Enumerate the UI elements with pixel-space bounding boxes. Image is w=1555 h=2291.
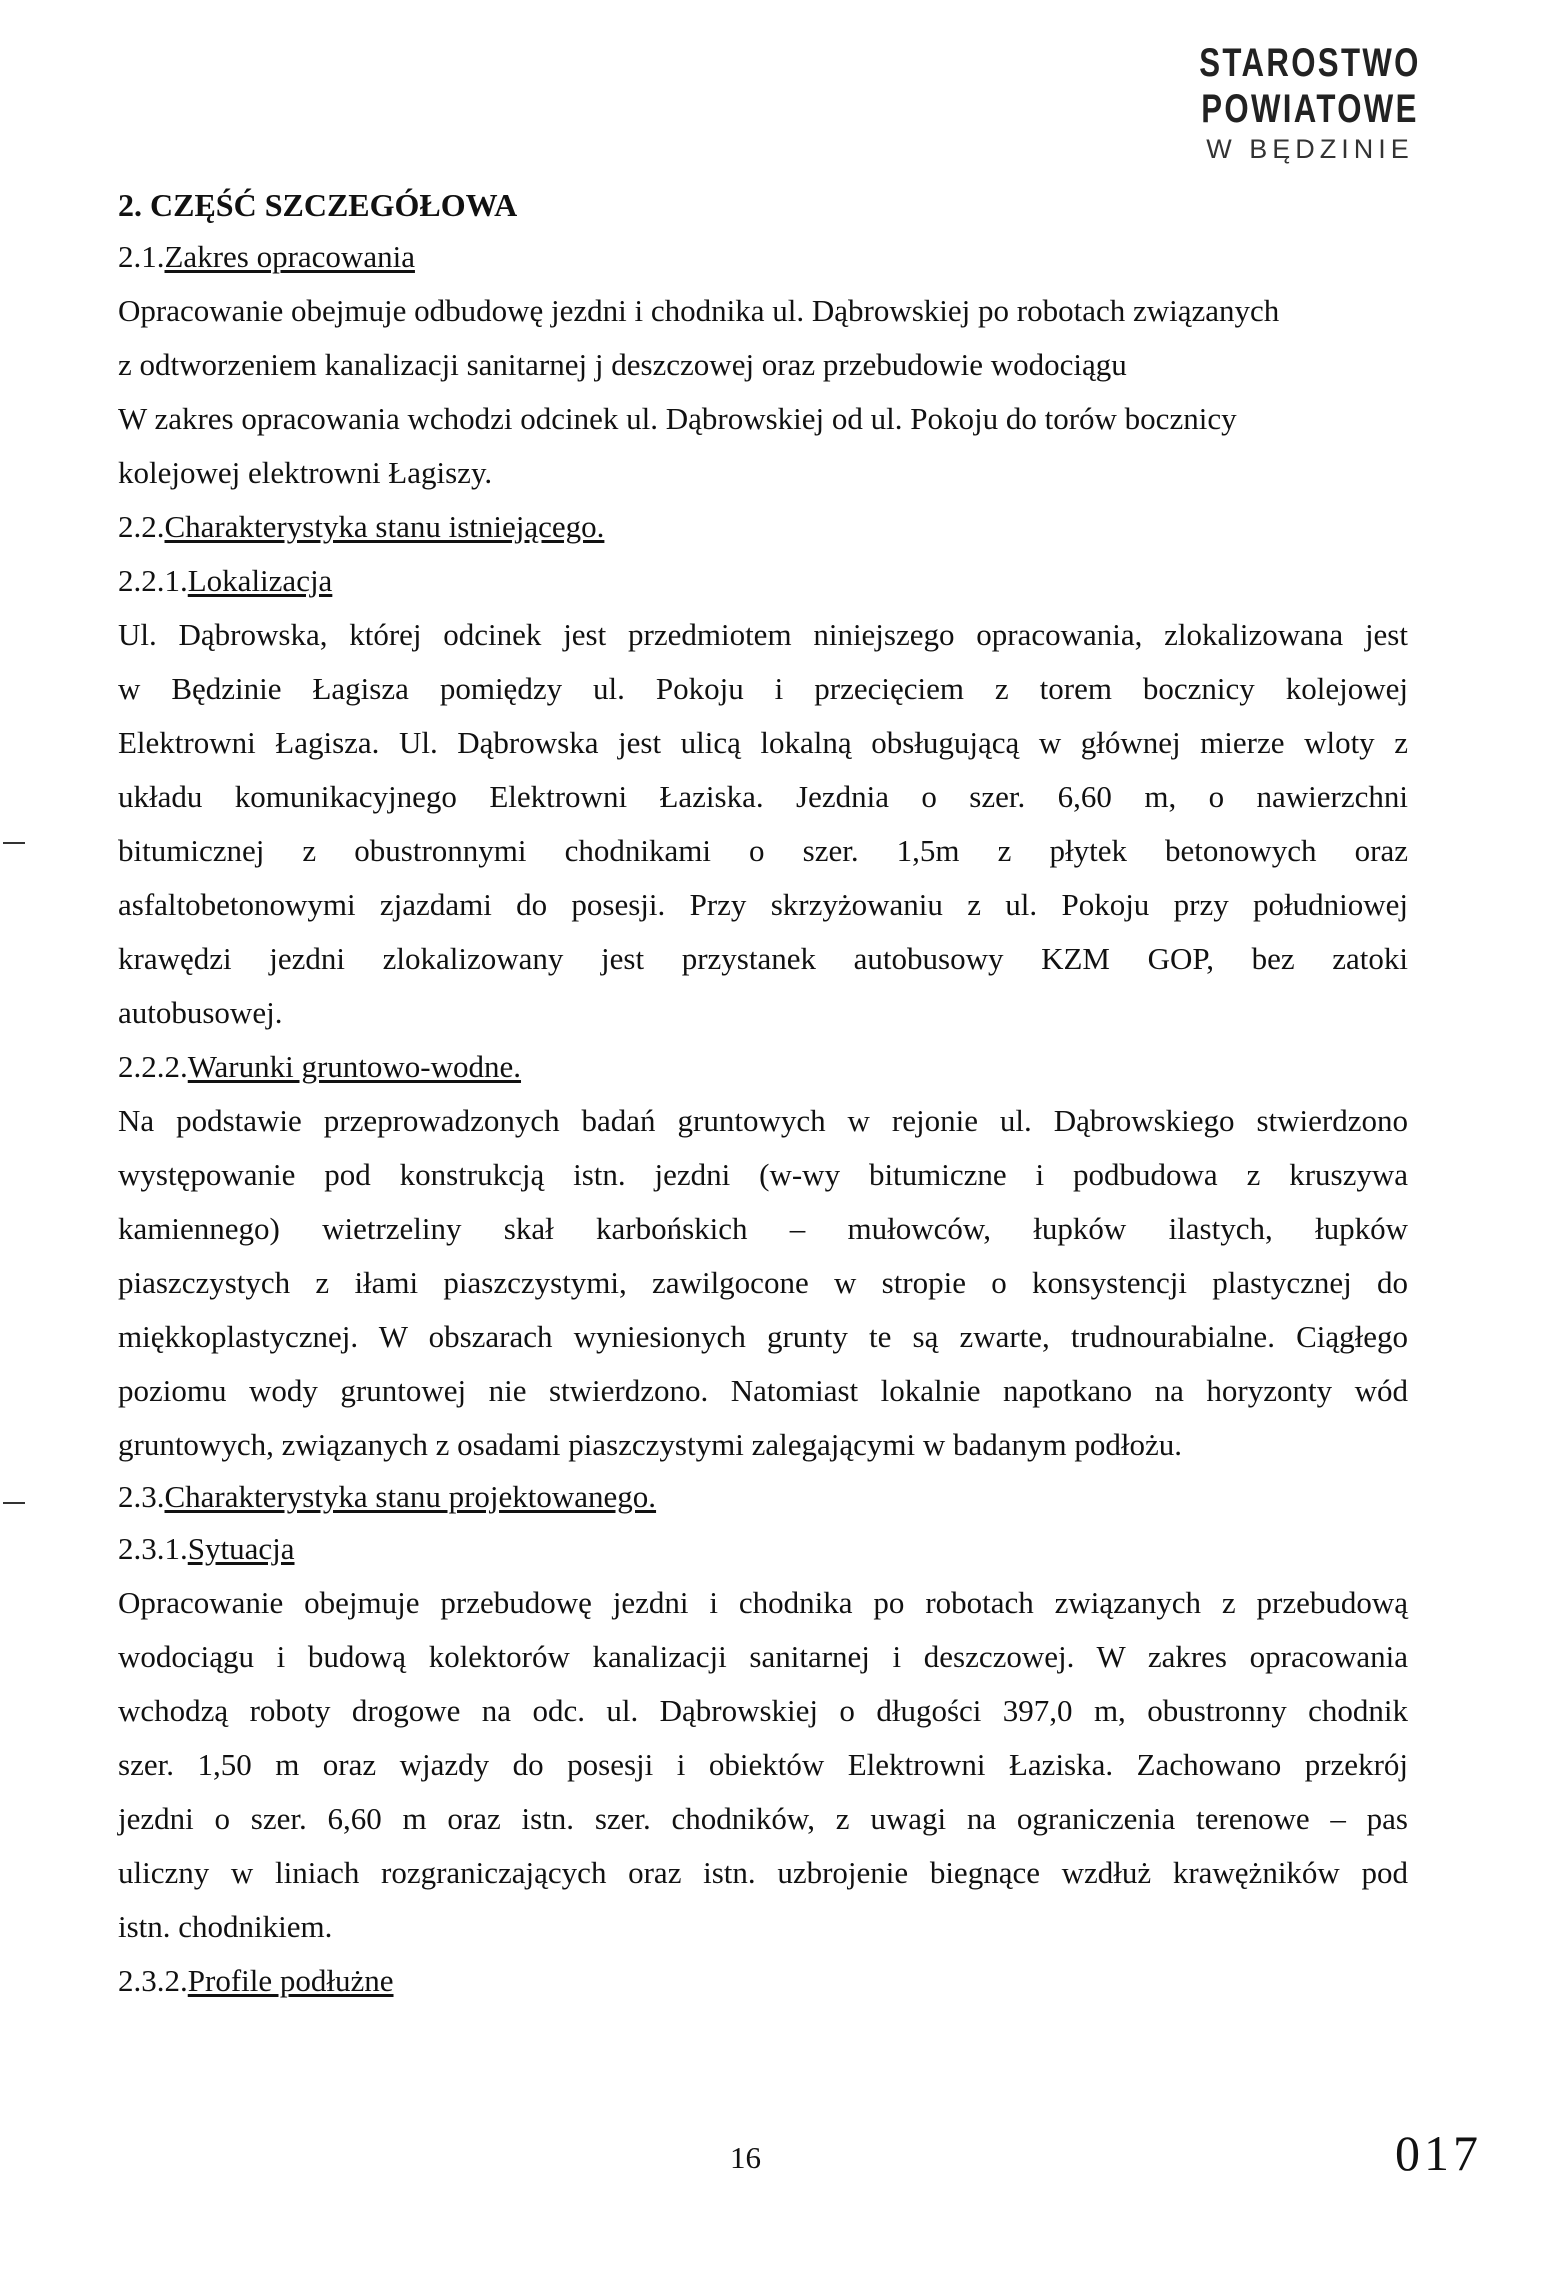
subsection-heading-2-2-2 <box>118 1049 1408 1084</box>
document-body <box>118 178 1408 1998</box>
subsection-title: Sytuacja <box>187 1531 295 1566</box>
paragraph-line: Ul. Dąbrowska, której odcinek jest przedmiotem niniejszego opracowania, zlokalizowana jest <box>118 617 1408 652</box>
paragraph-2-1 <box>118 293 1408 490</box>
subsection-number: 2.2.1. <box>118 563 188 598</box>
paragraph-line: bitumicznej z obustronnymi chodnikami o szer. 1,5m z płytek betonowych oraz <box>118 833 1408 868</box>
paragraph-line: wchodzą roboty drogowe na odc. ul. Dąbrowskiej o długości 397,0 m, obustronny chodnik <box>118 1693 1408 1728</box>
stamp-location: W BĘDZINIE <box>1206 134 1414 164</box>
paragraph-line: uliczny w liniach rozgraniczających oraz istn. uzbrojenie biegnące wzdłuż krawężników pod <box>118 1855 1408 1890</box>
paragraph-line: istn. chodnikiem. <box>118 1909 333 1944</box>
paragraph-line: Na podstawie przeprowadzonych badań gruntowych w rejonie ul. Dąbrowskiego stwierdzono <box>118 1103 1408 1138</box>
subsection-number: 2.1. <box>118 239 165 274</box>
subsection-title: Charakterystyka stanu istniejącego. <box>164 509 605 544</box>
paragraph-line: szer. 1,50 m oraz wjazdy do posesji i obiektów Elektrowni Łaziska. Zachowano przekrój <box>118 1747 1408 1782</box>
paragraph-line: występowanie pod konstrukcją istn. jezdni (w-wy bitumiczne i podbudowa z kruszywa <box>118 1157 1408 1192</box>
paragraph-2-3-1 <box>118 1585 1408 1944</box>
paragraph-line: gruntowych, związanych z osadami piaszczystymi zalegającymi w badanym podłożu. <box>118 1427 1182 1462</box>
office-stamp <box>1120 40 1500 166</box>
margin-mark <box>3 1502 25 1504</box>
paragraph-line: w Będzinie Łagisza pomiędzy ul. Pokoju i przecięciem z torem bocznicy kolejowej <box>118 671 1408 706</box>
subsection-number: 2.2.2. <box>118 1049 188 1084</box>
paragraph-line: krawędzi jezdni zlokalizowany jest przystanek autobusowy KZM GOP, bez zatoki <box>118 941 1408 976</box>
subsection-title: Charakterystyka stanu projektowanego. <box>164 1479 657 1514</box>
paragraph-2-2-2 <box>118 1103 1408 1462</box>
subsection-heading-2-3-2 <box>118 1963 1408 1998</box>
paragraph-2-2-1 <box>118 617 1408 1030</box>
subsection-title: Warunki gruntowo-wodne. <box>187 1049 522 1084</box>
subsection-heading-2-2-1 <box>118 563 1408 598</box>
subsection-number: 2.3.2. <box>118 1963 188 1998</box>
stamp-office-name: STAROSTWO POWIATOWE <box>1199 41 1421 131</box>
subsection-title: Lokalizacja <box>187 563 333 598</box>
paragraph-line: kamiennego) wietrzeliny skał karbońskich – mułowców, łupków ilastych, łupków <box>118 1211 1408 1246</box>
page-code: 017 <box>1395 2125 1482 2181</box>
subsection-number: 2.3.1. <box>118 1531 188 1566</box>
paragraph-line: układu komunikacyjnego Elektrowni Łaziska. Jezdnia o szer. 6,60 m, o nawierzchni <box>118 779 1408 814</box>
paragraph-line: jezdni o szer. 6,60 m oraz istn. szer. chodników, z uwagi na ograniczenia terenowe – pas <box>118 1801 1408 1836</box>
margin-mark <box>3 842 25 844</box>
paragraph-line: W zakres opracowania wchodzi odcinek ul. Dąbrowskiej od ul. Pokoju do torów bocznicy <box>118 401 1237 436</box>
paragraph-line: Opracowanie obejmuje przebudowę jezdni i chodnika po robotach związanych z przebudową <box>118 1585 1408 1620</box>
subsection-heading-2-3-1 <box>118 1531 1408 1566</box>
section-heading: 2. CZĘŚĆ SZCZEGÓŁOWA <box>118 187 518 223</box>
subsection-title: Profile podłużne <box>187 1963 394 1998</box>
paragraph-line: poziomu wody gruntowej nie stwierdzono. Natomiast lokalnie napotkano na horyzonty wód <box>118 1373 1408 1408</box>
subsection-heading-2-3 <box>118 1479 1408 1514</box>
paragraph-line: kolejowej elektrowni Łagiszy. <box>118 455 493 490</box>
paragraph-line: autobusowej. <box>118 995 283 1030</box>
subsection-title: Zakres opracowania <box>164 239 415 274</box>
paragraph-line: piaszczystych z iłami piaszczystymi, zawilgocone w stropie o konsystencji plastycznej do <box>118 1265 1408 1300</box>
page-number: 16 <box>730 2140 761 2175</box>
subsection-heading-2-1 <box>118 239 1408 274</box>
paragraph-line: Opracowanie obejmuje odbudowę jezdni i chodnika ul. Dąbrowskiej po robotach związanych <box>118 293 1280 328</box>
subsection-heading-2-2 <box>118 509 1408 544</box>
paragraph-line: wodociągu i budową kolektorów kanalizacji sanitarnej i deszczowej. W zakres opracowania <box>118 1639 1408 1674</box>
paragraph-line: Elektrowni Łagisza. Ul. Dąbrowska jest ulicą lokalną obsługującą w głównej mierze wloty z <box>118 725 1408 760</box>
paragraph-line: asfaltobetonowymi zjazdami do posesji. Przy skrzyżowaniu z ul. Pokoju przy południowej <box>118 887 1408 922</box>
subsection-number: 2.2. <box>118 509 165 544</box>
subsection-number: 2.3. <box>118 1479 165 1514</box>
paragraph-line: miękkoplastycznej. W obszarach wyniesionych grunty te są zwarte, trudnourabialne. Ciągłego <box>118 1319 1408 1354</box>
paragraph-line: z odtworzeniem kanalizacji sanitarnej j deszczowej oraz przebudowie wodociągu <box>118 347 1127 382</box>
